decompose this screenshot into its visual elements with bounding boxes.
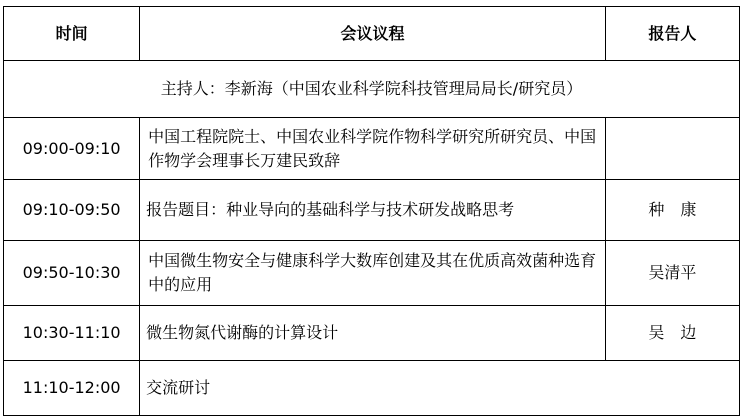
time-cell: 11:10-12:00	[4, 361, 140, 416]
time-cell: 09:10-09:50	[4, 180, 140, 241]
header-time: 时间	[4, 7, 140, 61]
table-row	[4, 118, 740, 180]
table-row	[4, 361, 740, 416]
table-row	[4, 306, 740, 361]
content-cell: 中国工程院院士、中国农业科学院作物科学研究所研究员、中国作物学会理事长万建民致辞	[140, 118, 606, 180]
speaker-cell: 种 康	[605, 180, 739, 241]
table-row	[4, 180, 740, 241]
content-cell: 报告题目：种业导向的基础科学与技术研发战略思考	[140, 180, 606, 241]
host-row	[4, 61, 740, 118]
content-cell: 微生物氮代谢酶的计算设计	[140, 306, 606, 361]
content-cell: 中国微生物安全与健康科学大数库创建及其在优质高效菌种选育中的应用	[140, 241, 606, 306]
time-cell: 09:00-09:10	[4, 118, 140, 180]
agenda-table	[3, 6, 740, 416]
speaker-cell: 吴 边	[605, 306, 739, 361]
table-row	[4, 241, 740, 306]
header-agenda: 会议议程	[140, 7, 606, 61]
speaker-cell	[605, 118, 739, 180]
time-cell: 09:50-10:30	[4, 241, 140, 306]
speaker-cell: 吴清平	[605, 241, 739, 306]
header-speaker: 报告人	[605, 7, 739, 61]
host-cell: 主持人：李新海（中国农业科学院科技管理局局长/研究员）	[4, 61, 740, 118]
time-cell: 10:30-11:10	[4, 306, 140, 361]
header-row	[4, 7, 740, 61]
content-cell: 交流研讨	[140, 361, 740, 416]
